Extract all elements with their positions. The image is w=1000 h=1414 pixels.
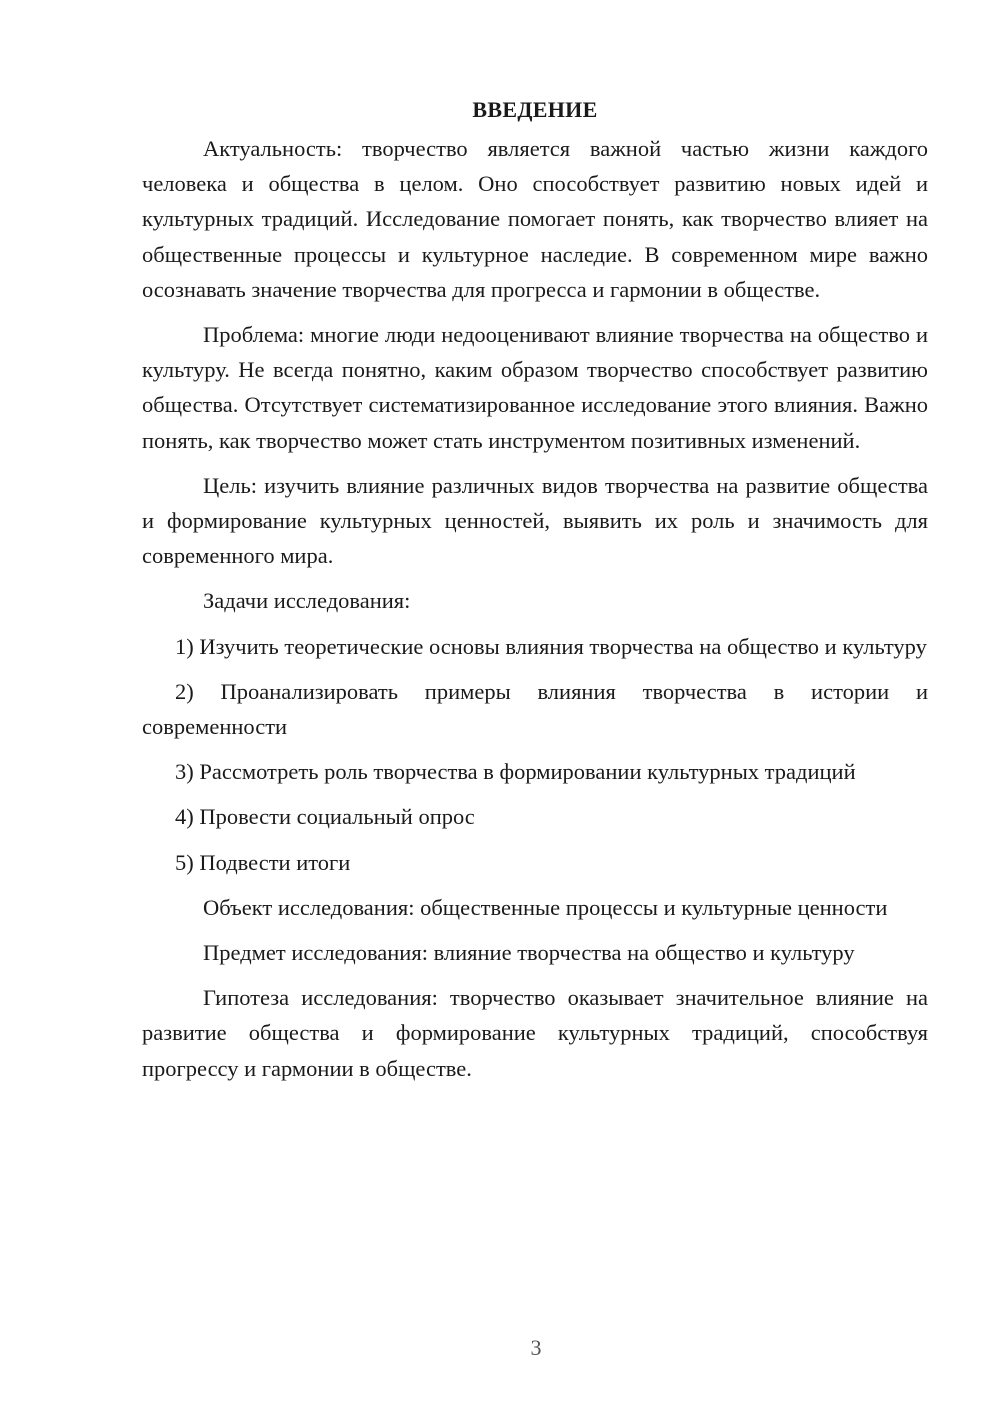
task-item-4: 4) Провести социальный опрос	[175, 804, 475, 830]
goal-paragraph: Цель: изучить влияние различных видов творчества на развитие общества и формирование культурных ценностей, выявить их роль и значимость для современного мира.	[142, 472, 928, 569]
subject-paragraph: Предмет исследования: влияние творчества на общество и культуру	[203, 940, 855, 966]
page-title: ВВЕДЕНИЕ	[472, 97, 598, 122]
problem-paragraph: Проблема: многие люди недооценивают влияние творчества на общество и культуру. Не всегда понятно, каким образом творчество способствует развитию общества. Отсутствует систематизированное исследование этого влияния. Важно понять, как творчество может стать инструментом позитивных изменений.	[142, 322, 928, 453]
tasks-heading: Задачи исследования:	[203, 588, 411, 614]
hypothesis-paragraph: Гипотеза исследования: творчество оказывает значительное влияние на развитие общества и формирование культурных традиций, способствуя прогрессу и гармонии в обществе.	[142, 985, 928, 1081]
object-paragraph: Объект исследования: общественные процессы и культурные ценности	[203, 894, 888, 920]
relevance-paragraph: Актуальность: творчество является важной частью жизни каждого человека и общества в целом. Оно способствует развитию новых идей и культурных традиций. Исследование помогает понять, как творчество влияет на общественные процессы и культурное наследие. В современном мире важно осознавать значение творчества для прогресса и гармонии в обществе.	[142, 136, 928, 302]
page-number: 3	[530, 1335, 542, 1360]
task-item-2: 2) Проанализировать примеры влияния творчества в истории и современности	[142, 678, 928, 740]
task-item-1: 1) Изучить теоретические основы влияния творчества на общество и культуру	[175, 633, 927, 659]
task-item-5: 5) Подвести итоги	[175, 849, 351, 875]
task-item-3: 3) Рассмотреть роль творчества в формировании культурных традиций	[175, 759, 856, 785]
document-page	[142, 92, 928, 1096]
